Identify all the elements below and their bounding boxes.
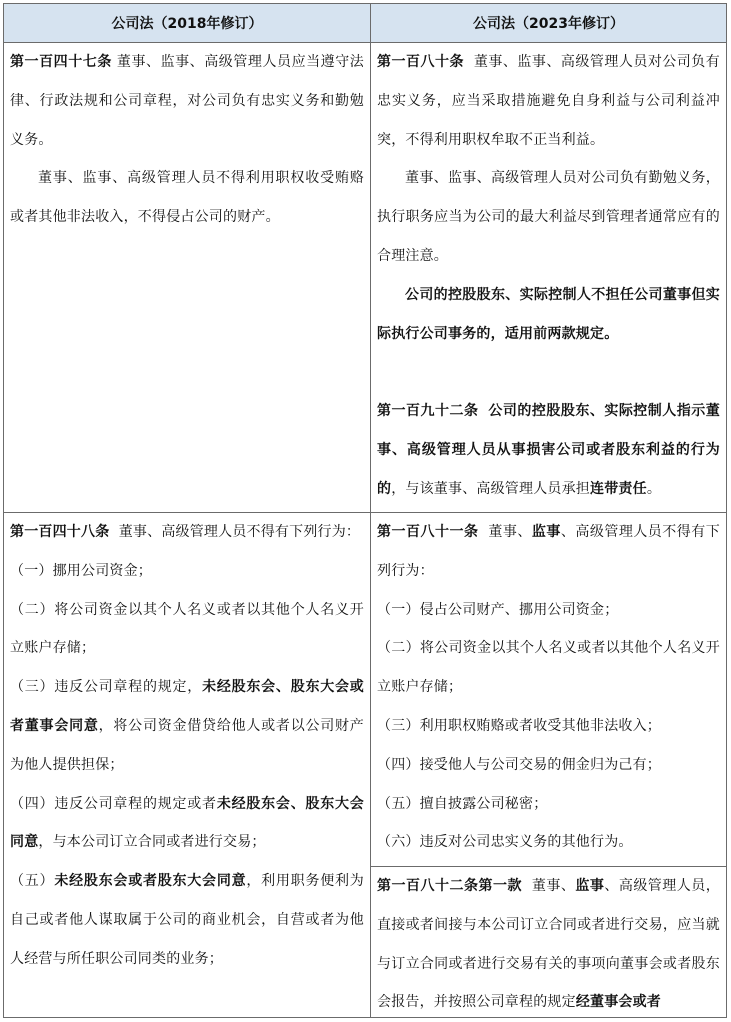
article-181-item1: （一）侵占公司财产、挪用公司资金；: [377, 601, 619, 618]
cell-article-147: [4, 43, 370, 237]
article-147-p1: 第一百四十七条 董事、监事、高级管理人员应当遵守法律、行政法规和公司章程，对公司负有忠实义务和勤勉义务。: [10, 54, 364, 148]
article-181-intro: 第一百八十一条 董事、监事、高级管理人员不得有下列行为：: [377, 524, 720, 579]
article-181-item3: （三）利用职权贿赂或者收受其他非法收入；: [377, 717, 661, 734]
article-181-item5: （五）擅自披露公司秘密；: [377, 795, 548, 812]
article-148-intro: 第一百四十八条 董事、高级管理人员不得有下列行为：: [10, 524, 361, 540]
spacer: [377, 353, 720, 392]
header-2018: 公司法（2018年修订）: [4, 4, 370, 43]
right-column: [371, 4, 726, 1017]
article-181-number: 第一百八十一条: [377, 524, 479, 540]
article-148-number: 第一百四十八条: [10, 524, 110, 540]
article-148-item1: （一）挪用公司资金；: [10, 562, 152, 579]
cell-article-148: [4, 512, 370, 979]
article-181-item6: （六）违反对公司忠实义务的其他行为。: [377, 834, 633, 851]
article-182-p1: 第一百八十二条第一款 董事、监事、高级管理人员，直接或者间接与本公司订立合同或者进行交易，应当就与订立合同或者进行交易有关的事项向董事会或者股东会报告，并按照公司章程的规定经董事会或者: [377, 878, 720, 1011]
cell-article-180-192: [371, 43, 726, 509]
article-148-item5: （五）未经股东会或者股东大会同意，利用职务便利为自己或者他人谋取属于公司的商业机会，自营或者为他人经营与所任职公司同类的业务；: [10, 873, 364, 967]
article-180-p1: 第一百八十条 董事、监事、高级管理人员对公司负有忠实义务，应当采取措施避免自身利益与公司利益冲突，不得利用职权牟取不正当利益。: [377, 54, 720, 148]
article-180-p2: 董事、监事、高级管理人员对公司负有勤勉义务，执行职务应当为公司的最大利益尽到管理者通常应有的合理注意。: [377, 170, 720, 264]
article-148-item3: （三）违反公司章程的规定，未经股东会、股东大会或者董事会同意，将公司资金借贷给他人或者以公司财产为他人提供担保；: [10, 679, 364, 773]
article-180-p3: 公司的控股股东、实际控制人不担任公司董事但实际执行公司事务的，适用前两款规定。: [377, 286, 720, 342]
article-181-item2: （二）将公司资金以其个人名义或者以其他个人名义开立账户存储；: [377, 640, 720, 696]
left-column: [4, 4, 371, 1017]
cell-article-181: [371, 512, 726, 862]
article-192-number: 第一百九十二条: [377, 403, 479, 420]
header-2023: 公司法（2023年修订）: [371, 4, 726, 43]
article-192: 第一百九十二条 公司的控股股东、实际控制人指示董事、高级管理人员从事损害公司或者股东利益的行为的，与该董事、高级管理人员承担连带责任。: [377, 403, 720, 497]
article-182-number: 第一百八十二条第一款: [377, 878, 522, 894]
article-181-item4: （四）接受他人与公司交易的佣金归为己有；: [377, 756, 661, 773]
article-148-item4: （四）违反公司章程的规定或者未经股东会、股东大会同意，与本公司订立合同或者进行交易；: [10, 795, 364, 851]
article-147-p2: 董事、监事、高级管理人员不得利用职权收受贿赂或者其他非法收入，不得侵占公司的财产。: [10, 170, 364, 226]
article-147-number: 第一百四十七条: [10, 54, 112, 70]
article-180-number: 第一百八十条: [377, 54, 464, 70]
article-148-item2: （二）将公司资金以其个人名义或者以其他个人名义开立账户存储；: [10, 601, 364, 657]
cell-article-182: [371, 866, 726, 1022]
comparison-table: [3, 3, 727, 1018]
